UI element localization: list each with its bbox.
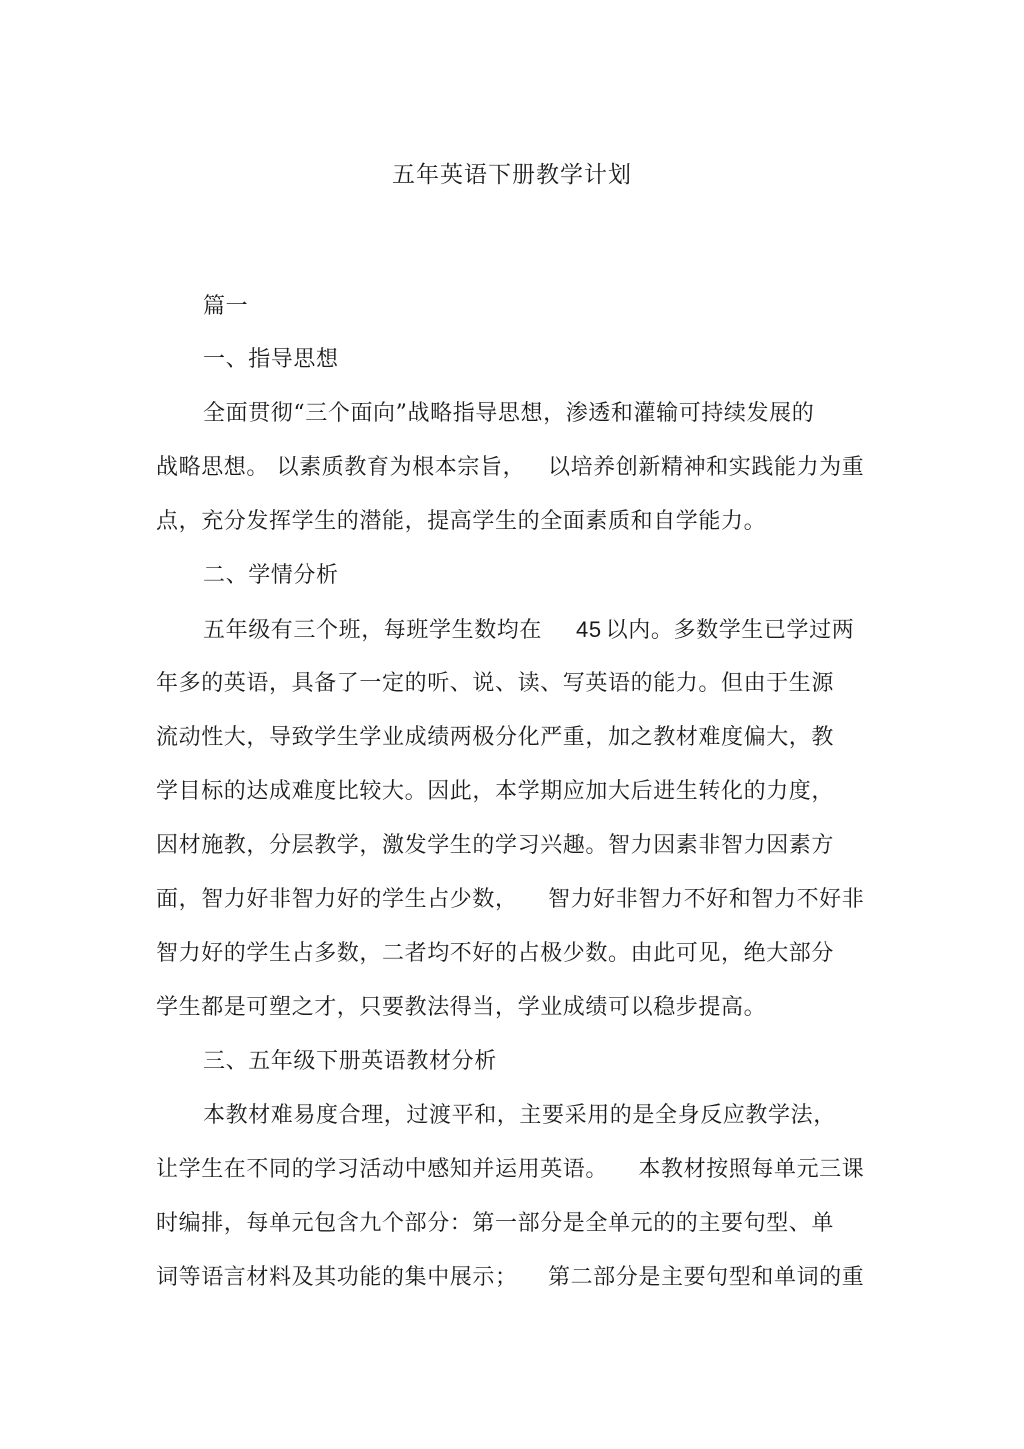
- section-heading: 三、五年级下册英语教材分析: [203, 1049, 497, 1074]
- paragraph-line: 面，智力好非智力好的学生占少数， 智力好非智力不好和智力不好非: [156, 887, 865, 912]
- paragraph-line: 因材施教，分层教学，激发学生的学习兴趣。智力因素非智力因素方: [156, 833, 835, 858]
- section-heading: 二、学情分析: [203, 563, 339, 588]
- class-size-number: 45: [576, 617, 602, 642]
- paragraph-line: 全面贯彻“三个面向”战略指导思想，渗透和灌输可持续发展的: [203, 401, 815, 426]
- paragraph-line: 智力好的学生占多数，二者均不好的占极少数。由此可见，绝大部分: [156, 941, 835, 966]
- paragraph-text: 五年级有三个班，每班学生数均在: [203, 618, 543, 643]
- section-heading: 一、指导思想: [203, 347, 339, 372]
- page-title: 五年英语下册教学计划: [392, 162, 632, 188]
- paragraph-line: 战略思想。 以素质教育为根本宗旨， 以培养创新精神和实践能力为重: [156, 455, 865, 480]
- paragraph-line: 流动性大，导致学生学业成绩两极分化严重，加之教材难度偏大，教: [156, 725, 835, 750]
- paragraph-line: [203, 614, 854, 647]
- paragraph-line: 学目标的达成难度比较大。因此，本学期应加大后进生转化的力度，: [156, 779, 835, 804]
- paragraph-line: 学生都是可塑之才，只要教法得当，学业成绩可以稳步提高。: [156, 995, 767, 1020]
- paragraph-line: 点，充分发挥学生的潜能，提高学生的全面素质和自学能力。: [156, 509, 767, 534]
- paragraph-line: 让学生在不同的学习活动中感知并运用英语。 本教材按照每单元三课: [156, 1157, 865, 1182]
- paragraph-line: 时编排，每单元包含九个部分：第一部分是全单元的的主要句型、单: [156, 1211, 835, 1236]
- paragraph-line: 词等语言材料及其功能的集中展示； 第二部分是主要句型和单词的重: [156, 1265, 865, 1290]
- paragraph-line: 本教材难易度合理，过渡平和，主要采用的是全身反应教学法，: [203, 1103, 836, 1128]
- paragraph-line: 年多的英语，具备了一定的听、说、读、写英语的能力。但由于生源: [156, 671, 835, 696]
- part-label: 篇一: [203, 294, 249, 319]
- paragraph-text: 以内。多数学生已学过两: [605, 618, 855, 643]
